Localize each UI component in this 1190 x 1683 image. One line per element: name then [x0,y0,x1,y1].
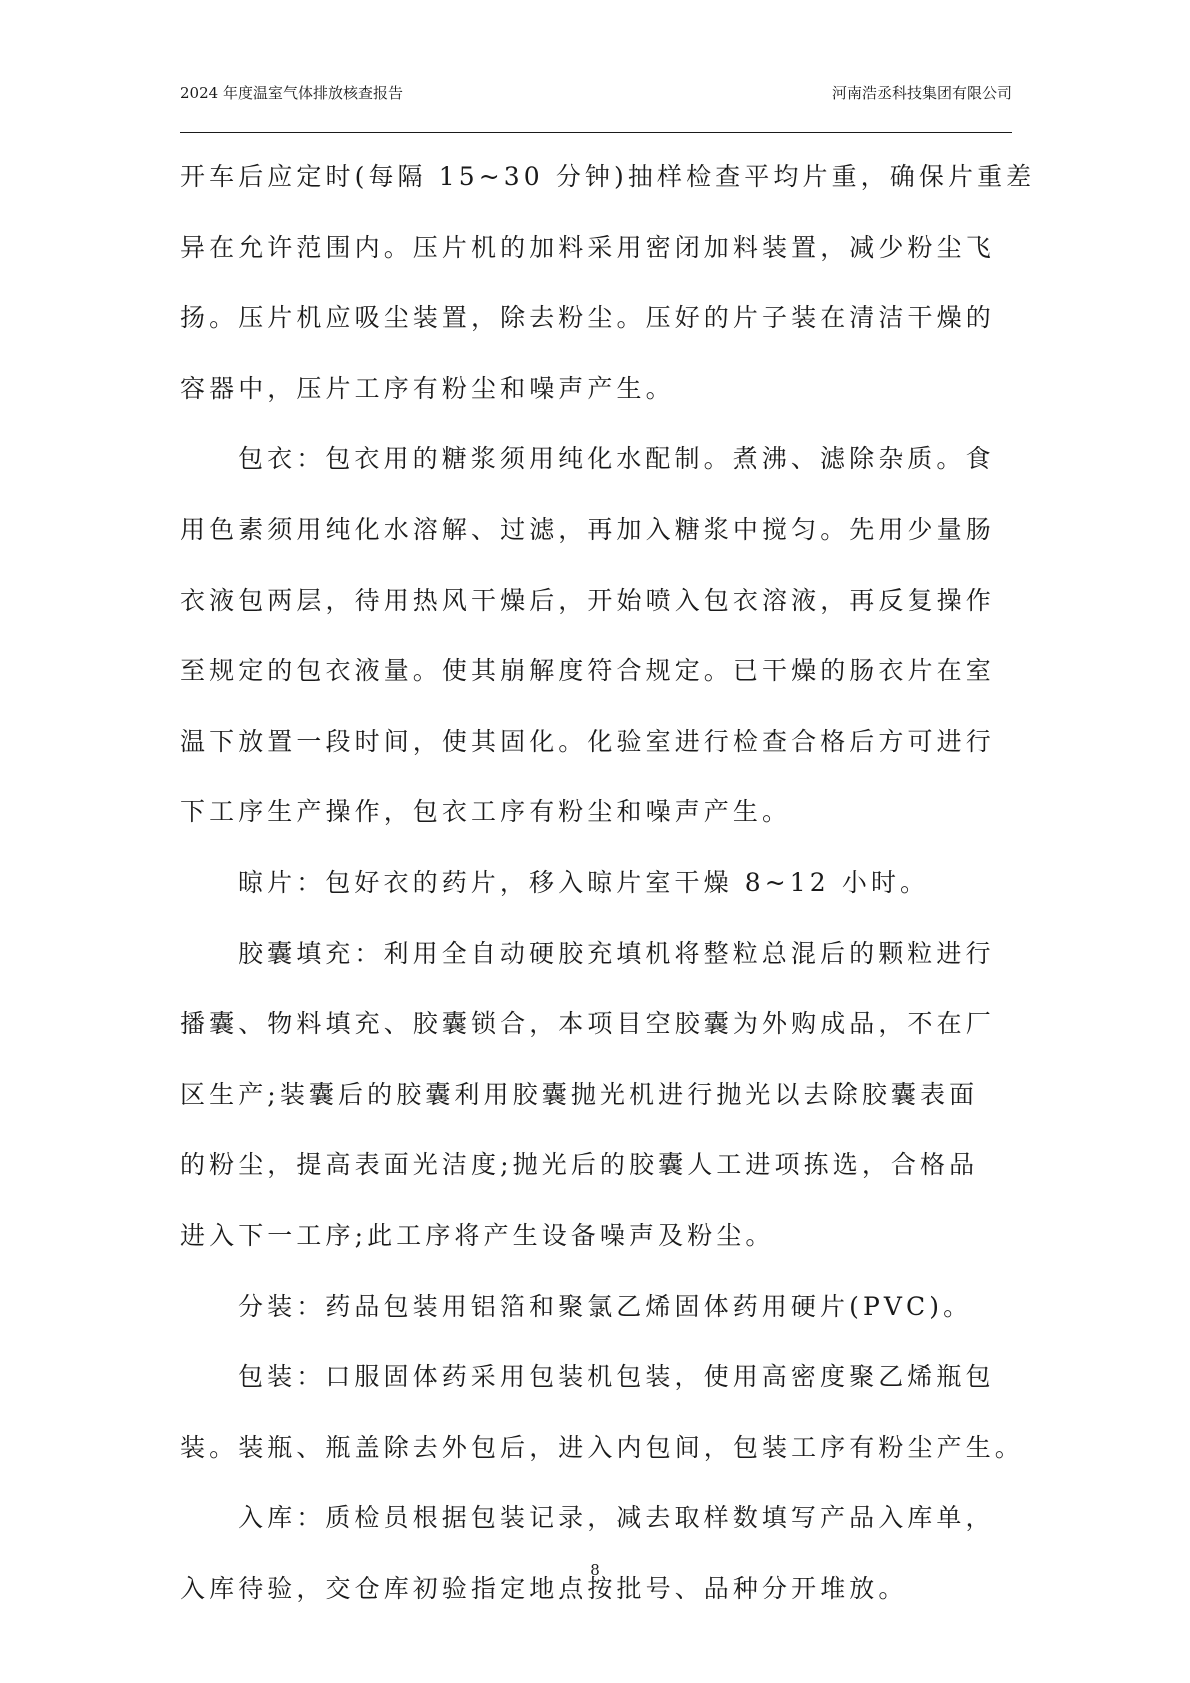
paragraph-start-packaging: 包装：口服固体药采用包装机包装，使用高密度聚乙烯瓶包 [238,1362,995,1392]
page-header [180,78,1012,108]
text-line: 开车后应定时(每隔 15~30 分钟)抽样检查平均片重，确保片重差 [180,162,1036,191]
text-line: 容器中，压片工序有粉尘和噪声产生。 [180,373,675,403]
header-divider [180,132,1012,133]
text-line: 异在允许范围内。压片机的加料采用密闭加料装置，减少粉尘飞 [180,232,995,262]
paragraph-start-capsule-filling: 胶囊填充：利用全自动硬胶充填机将整粒总混后的颗粒进行 [238,938,995,968]
paragraph-start-warehousing: 入库：质检员根据包装记录，减去取样数填写产品入库单， [238,1503,995,1533]
text-line: 入库待验，交仓库初验指定地点按批号、品种分开堆放。 [180,1573,908,1603]
text-line: 至规定的包衣液量。使其崩解度符合规定。已干燥的肠衣片在室 [180,656,995,686]
text-line: 装。装瓶、瓶盖除去外包后，进入内包间，包装工序有粉尘产生。 [180,1432,1024,1462]
paragraph-start-coating: 包衣：包衣用的糖浆须用纯化水配制。煮沸、滤除杂质。食 [238,444,995,474]
page-number: 8 [590,1561,600,1579]
text-line: 温下放置一段时间，使其固化。化验室进行检查合格后方可进行 [180,726,995,756]
paragraph-start-drying: 晾片：包好衣的药片，移入晾片室干燥 8~12 小时。 [238,867,930,897]
paragraph-start-subpackaging: 分装：药品包装用铝箔和聚氯乙烯固体药用硬片(PVC)。 [238,1291,973,1321]
text-line: 用色素须用纯化水溶解、过滤，再加入糖浆中搅匀。先用少量肠 [180,514,995,544]
text-line: 下工序生产操作，包衣工序有粉尘和噪声产生。 [180,797,792,827]
report-title: 2024 年度温室气体排放核查报告 [180,84,403,102]
text-line: 扬。压片机应吸尘装置，除去粉尘。压好的片子装在清洁干燥的 [180,303,995,333]
company-name: 河南浩丞科技集团有限公司 [831,84,1012,102]
text-line: 播囊、物料填充、胶囊锁合，本项目空胶囊为外购成品，不在厂 [180,1009,995,1039]
text-line: 进入下一工序;此工序将产生设备噪声及粉尘。 [180,1220,775,1250]
text-line: 区生产;装囊后的胶囊利用胶囊抛光机进行抛光以去除胶囊表面 [180,1079,979,1109]
text-line: 衣液包两层，待用热风干燥后，开始喷入包衣溶液，再反复操作 [180,585,995,615]
text-line: 的粉尘，提高表面光洁度;抛光后的胶囊人工进项拣选，合格品 [180,1150,979,1180]
document-body [180,142,1036,1624]
